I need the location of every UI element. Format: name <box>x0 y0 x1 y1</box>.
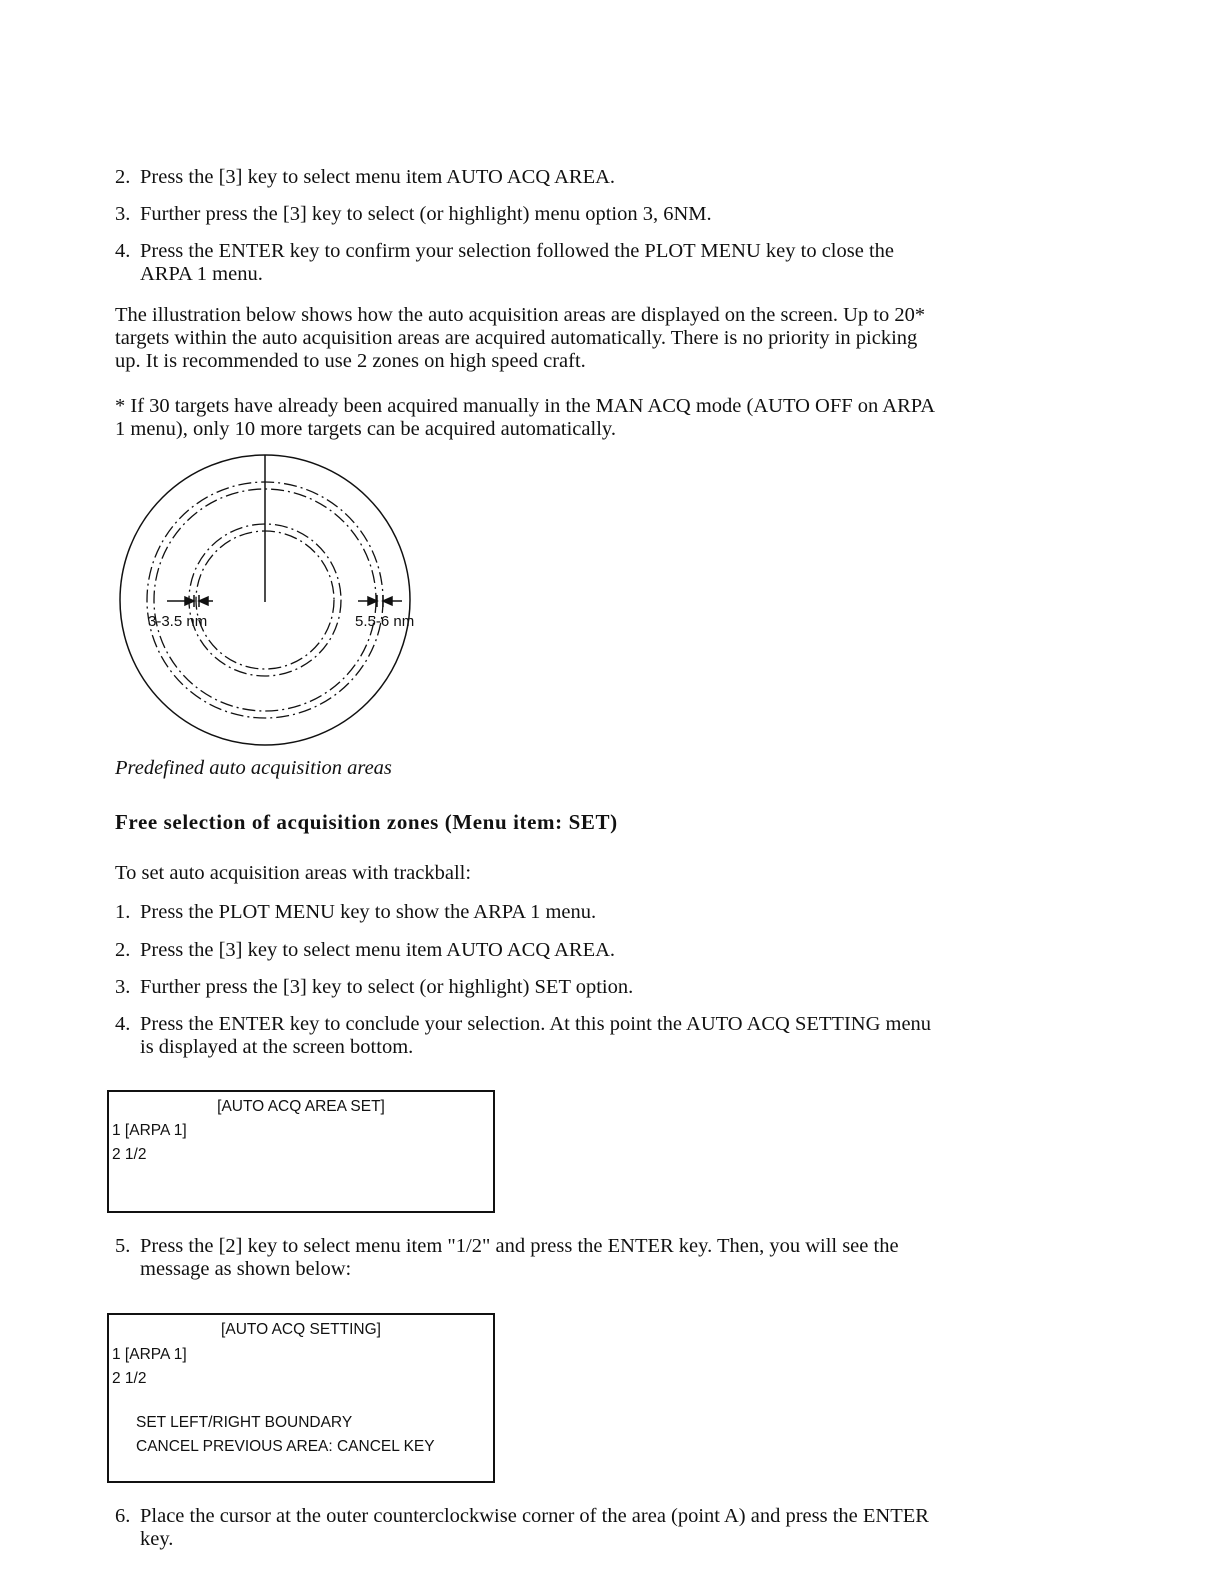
step-text: Press the [3] key to select menu item AUTO ACQ AREA. <box>140 939 616 961</box>
step-number: 6. <box>115 1505 131 1527</box>
step-text: Press the [2] key to select menu item "1/2" and press the ENTER key. Then, you will see the <box>140 1235 899 1257</box>
step-2-top <box>115 166 1075 189</box>
paragraph-line: * If 30 targets have already been acquired manually in the MAN ACQ mode (AUTO OFF on ARPA <box>115 395 936 417</box>
step-number: 1. <box>115 901 131 923</box>
step-2-bottom <box>115 939 1075 962</box>
step-number: 5. <box>115 1235 131 1257</box>
note-paragraph <box>115 395 1075 441</box>
step-number: 4. <box>115 240 131 262</box>
paragraph-line: targets within the auto acquisition areas are acquired automatically. There is no priority in picking <box>115 327 918 349</box>
step-number: 4. <box>115 1013 131 1035</box>
paragraph-line: up. It is recommended to use 2 zones on high speed craft. <box>115 350 586 372</box>
step-text: Further press the [3] key to select (or highlight) SET option. <box>140 976 634 998</box>
menu-instruction-boundary: SET LEFT/RIGHT BOUNDARY <box>136 1414 353 1431</box>
outer-zone-range-label: 5.5-6 nm <box>355 613 415 630</box>
section-heading: Free selection of acquisition zones (Menu item: SET) <box>115 810 618 834</box>
step-number: 2. <box>115 166 131 188</box>
step-text: Press the ENTER key to confirm your selection followed the PLOT MENU key to close the <box>140 240 894 262</box>
step-text: Press the PLOT MENU key to show the ARPA 1 menu. <box>140 901 597 923</box>
menu-instruction-cancel: CANCEL PREVIOUS AREA: CANCEL KEY <box>136 1438 435 1455</box>
menu-item-half: 2 1/2 <box>112 1146 147 1163</box>
menu-item-arpa: 1 [ARPA 1] <box>112 1346 187 1363</box>
menu-title: [AUTO ACQ AREA SET] <box>217 1098 385 1115</box>
outer-width-arrows <box>358 595 402 607</box>
paragraph-line: 1 menu), only 10 more targets can be acquired automatically. <box>115 418 616 440</box>
menu-item-arpa: 1 [ARPA 1] <box>112 1122 187 1139</box>
step-number: 3. <box>115 203 131 225</box>
step-4-top <box>115 240 1075 286</box>
step-text: Place the cursor at the outer counterclockwise corner of the area (point A) and press the ENTER <box>140 1505 929 1527</box>
step-3-top <box>115 203 1075 226</box>
diagram-caption: Predefined auto acquisition areas <box>115 757 392 779</box>
intro-text: To set auto acquisition areas with trackball: <box>115 862 472 884</box>
auto-acq-area-set-menu <box>107 1090 495 1213</box>
step-text-continued: key. <box>140 1528 174 1550</box>
auto-acquisition-areas-diagram <box>110 450 440 750</box>
paragraph-line: The illustration below shows how the auto acquisition areas are displayed on the screen. Up to 20* <box>115 304 926 326</box>
step-text-continued: is displayed at the screen bottom. <box>140 1036 414 1058</box>
step-text: Press the ENTER key to conclude your selection. At this point the AUTO ACQ SETTING menu <box>140 1013 932 1035</box>
step-1-bottom <box>115 901 1075 924</box>
step-number: 2. <box>115 939 131 961</box>
step-4-bottom <box>115 1013 1075 1059</box>
illustration-paragraph <box>115 304 1075 373</box>
step-text-continued: ARPA 1 menu. <box>140 263 263 285</box>
menu-title: [AUTO ACQ SETTING] <box>221 1321 381 1338</box>
auto-acq-setting-menu <box>107 1313 495 1483</box>
step-text: Press the [3] key to select menu item AUTO ACQ AREA. <box>140 166 616 188</box>
menu-item-half: 2 1/2 <box>112 1370 147 1387</box>
step-number: 3. <box>115 976 131 998</box>
step-5 <box>115 1235 1075 1281</box>
step-6 <box>115 1505 1075 1551</box>
step-text-continued: message as shown below: <box>140 1258 352 1280</box>
step-3-bottom <box>115 976 1075 999</box>
inner-width-arrows <box>167 595 213 607</box>
inner-zone-range-label: 3-3.5 nm <box>148 613 208 630</box>
step-text: Further press the [3] key to select (or highlight) menu option 3, 6NM. <box>140 203 712 225</box>
